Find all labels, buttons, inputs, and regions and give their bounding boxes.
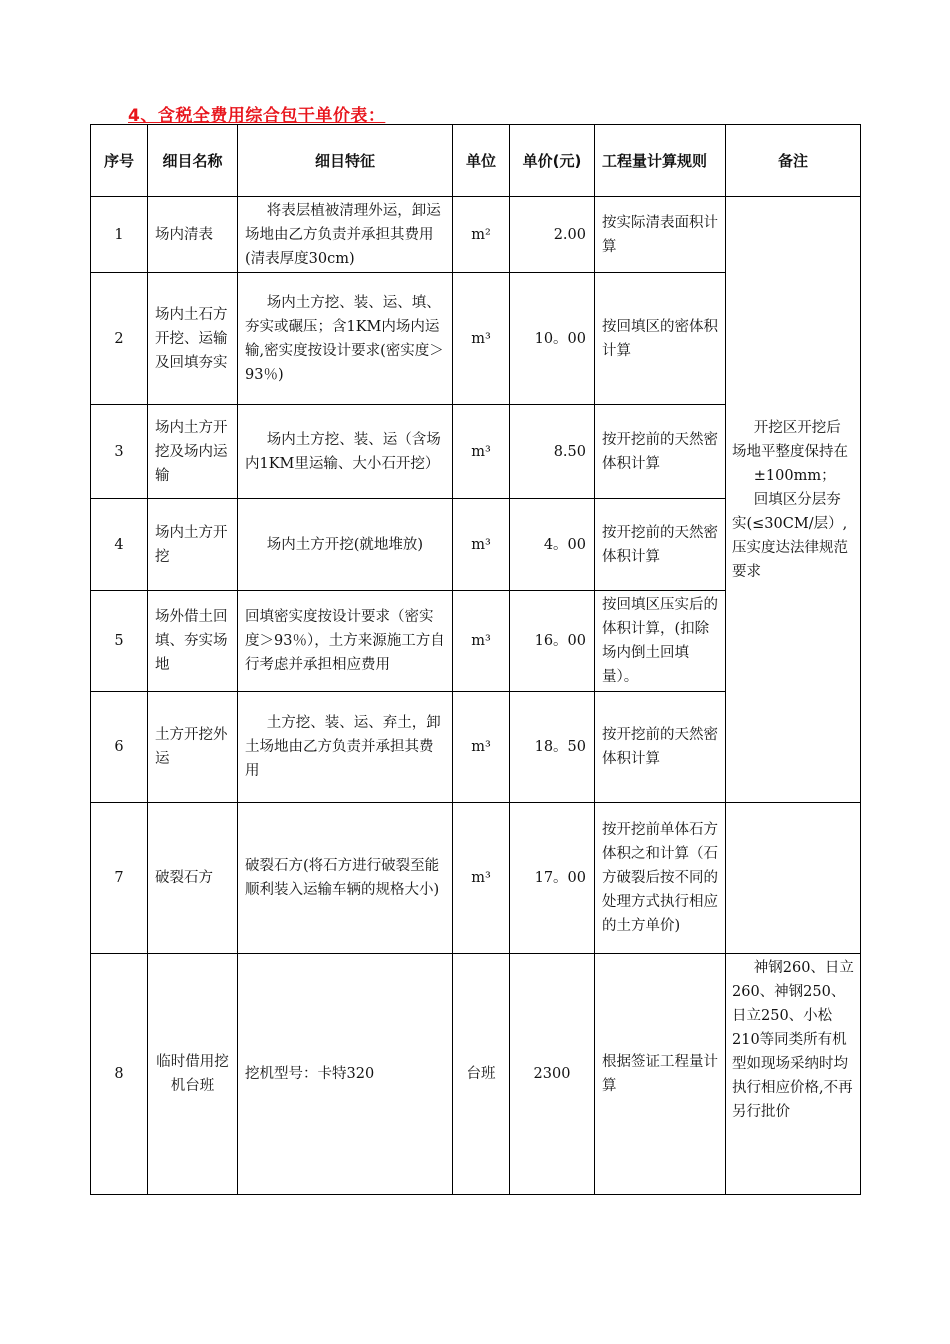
cell-name: 场内土方开挖及场内运输 [148, 405, 238, 499]
cell-price: 8.50 [510, 405, 595, 499]
cell-seq: 8 [91, 954, 148, 1195]
cell-rule: 按开挖前单体石方体积之和计算（石方破裂后按不同的处理方式执行相应的土方单价) [595, 803, 726, 954]
header-rule: 工程量计算规则 [595, 125, 726, 197]
cell-unit: m³ [453, 499, 510, 591]
cell-name: 土方开挖外运 [148, 692, 238, 803]
cell-remark-merged [726, 197, 861, 803]
cell-seq: 5 [91, 591, 148, 692]
cell-seq: 7 [91, 803, 148, 954]
cell-feature: 破裂石方(将石方进行破裂至能顺利装入运输车辆的规格大小) [238, 803, 453, 954]
cell-rule: 根据签证工程量计算 [595, 954, 726, 1195]
cell-unit: m³ [453, 803, 510, 954]
cell-name: 场内土石方开挖、运输及回填夯实 [148, 273, 238, 405]
cell-rule: 按开挖前的天然密体积计算 [595, 405, 726, 499]
cell-price: 4。00 [510, 499, 595, 591]
cell-name: 临时借用挖机台班 [148, 954, 238, 1195]
cell-unit: m³ [453, 405, 510, 499]
cell-rule: 按回填区压实后的体积计算，(扣除场内倒土回填量）。 [595, 591, 726, 692]
cell-feature: 场内土方挖、装、运（含场内1KM里运输、大小石开挖） [238, 405, 453, 499]
cell-name: 场内土方开挖 [148, 499, 238, 591]
header-unit: 单位 [453, 125, 510, 197]
cell-unit: 台班 [453, 954, 510, 1195]
cell-price: 10。00 [510, 273, 595, 405]
cell-rule: 按开挖前的天然密体积计算 [595, 499, 726, 591]
cell-price: 17。00 [510, 803, 595, 954]
cell-seq: 3 [91, 405, 148, 499]
cell-feature: 土方挖、装、运、弃土，卸土场地由乙方负责并承担其费用 [238, 692, 453, 803]
cell-name: 场外借土回填、夯实场地 [148, 591, 238, 692]
remark-line: ±100mm； [753, 467, 836, 484]
header-price: 单价(元) [510, 125, 595, 197]
cell-price: 18。50 [510, 692, 595, 803]
remark-line: 开挖区开挖后场地平整度保持在 [732, 419, 848, 460]
cell-rule: 按回填区的密体积计算 [595, 273, 726, 405]
header-name: 细目名称 [148, 125, 238, 197]
cell-price: 2.00 [510, 197, 595, 273]
cell-price: 2300 [510, 954, 595, 1195]
table-row [91, 803, 861, 954]
cell-unit: m³ [453, 273, 510, 405]
cell-unit: m³ [453, 591, 510, 692]
header-remark: 备注 [726, 125, 861, 197]
cell-unit: m² [453, 197, 510, 273]
cell-unit: m³ [453, 692, 510, 803]
table-row [91, 954, 861, 1195]
unit-price-table [90, 124, 861, 1195]
page-title: 4、含税全费用综合包干单价表： [128, 106, 386, 126]
cell-price: 16。00 [510, 591, 595, 692]
table-row [91, 197, 861, 273]
cell-seq: 1 [91, 197, 148, 273]
cell-rule: 按开挖前的天然密体积计算 [595, 692, 726, 803]
cell-seq: 2 [91, 273, 148, 405]
header-row [91, 125, 861, 197]
cell-name: 破裂石方 [148, 803, 238, 954]
cell-rule: 按实际清表面积计算 [595, 197, 726, 273]
header-seq: 序号 [91, 125, 148, 197]
cell-feature: 将表层植被清理外运，卸运场地由乙方负责并承担其费用(清表厚度30cm) [238, 197, 453, 273]
cell-feature: 场内土方挖、装、运、填、夯实或碾压；含1KM内场内运输,密实度按设计要求(密实度＞93％) [238, 273, 453, 405]
remark-line: 回填区分层夯实(≤30CM/层）,压实度达法律规范要求 [732, 491, 848, 580]
cell-feature: 场内土方开挖(就地堆放) [238, 499, 453, 591]
header-feature: 细目特征 [238, 125, 453, 197]
cell-remark: 神钢260、日立260、神钢250、日立250、小松210等同类所有机型如现场采纳时均执行相应价格,不再另行批价 [726, 954, 861, 1195]
cell-feature: 回填密实度按设计要求（密实度＞93％），土方来源施工方自行考虑并承担相应费用 [238, 591, 453, 692]
cell-seq: 4 [91, 499, 148, 591]
cell-feature: 挖机型号：卡特320 [238, 954, 453, 1195]
cell-name: 场内清表 [148, 197, 238, 273]
cell-seq: 6 [91, 692, 148, 803]
cell-remark [726, 803, 861, 954]
